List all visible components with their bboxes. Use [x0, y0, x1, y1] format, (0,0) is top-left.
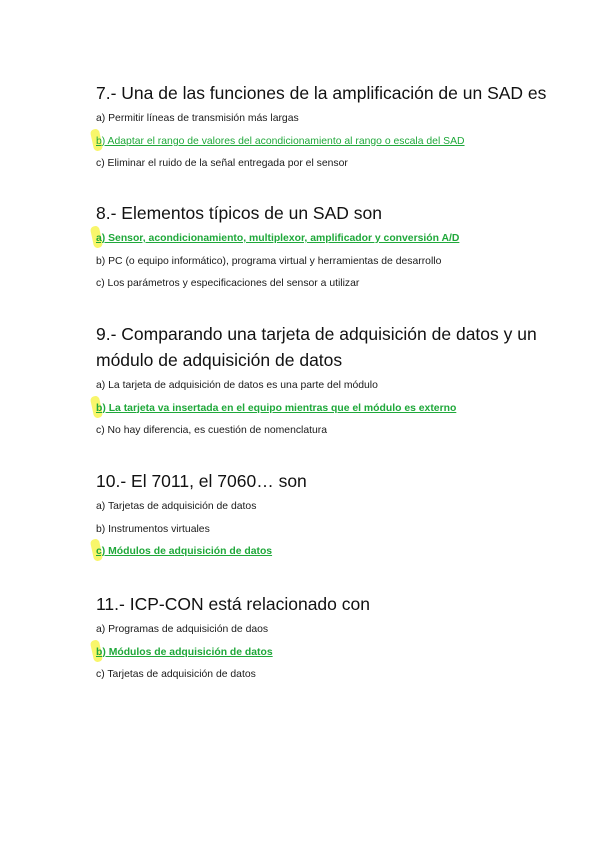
answer-option-c: c) No hay diferencia, es cuestión de nomenclatura [96, 425, 328, 436]
question-title: 10.- El 7011, el 7060… son [96, 471, 307, 491]
answer-option-b: b) Instrumentos virtuales [96, 523, 210, 535]
answer-option-a: a) Tarjetas de adquisición de datos [96, 501, 257, 512]
answer-option-b: b) PC (o equipo informático), programa virtual y herramientas de desarrollo [96, 255, 442, 267]
answer-option-c: c) Eliminar el ruido de la señal entregada por el sensor [96, 158, 348, 169]
answer-option-b-correct: b) Adaptar el rango de valores del acondicionamiento al rango o escala del SAD [96, 135, 566, 148]
question-title: 7.- Una de las funciones de la amplificación de un SAD es [96, 83, 547, 103]
question-10 [96, 468, 566, 568]
question-title: 11.- ICP-CON está relacionado con [96, 594, 370, 614]
question-title-line-1: 9.- Comparando una tarjeta de adquisición de datos y un [96, 324, 537, 344]
question-7 [96, 80, 566, 180]
answer-option-a: a) Permitir líneas de transmisión más largas [96, 113, 299, 124]
answer-option-c: c) Tarjetas de adquisición de datos [96, 669, 256, 680]
question-title-line-2: módulo de adquisición de datos [96, 350, 343, 370]
question-8 [96, 200, 566, 300]
answer-option-b-correct: b) La tarjeta va insertada en el equipo mientras que el módulo es externo [96, 402, 566, 415]
answer-option-c-correct: c) Módulos de adquisición de datos [96, 545, 566, 558]
answer-option-c: c) Los parámetros y especificaciones del sensor a utilizar [96, 278, 360, 289]
answer-option-b-correct: b) Módulos de adquisición de datos [96, 646, 566, 659]
answer-option-a: a) La tarjeta de adquisición de datos es una parte del módulo [96, 380, 378, 391]
question-title: 8.- Elementos típicos de un SAD son [96, 203, 382, 223]
answer-option-a: a) Programas de adquisición de daos [96, 624, 269, 635]
question-title [96, 321, 566, 373]
question-9 [96, 321, 566, 447]
answer-option-a-correct: a) Sensor, acondicionamiento, multiplexor, amplificador y conversión A/D [96, 232, 566, 245]
question-11 [96, 591, 566, 691]
